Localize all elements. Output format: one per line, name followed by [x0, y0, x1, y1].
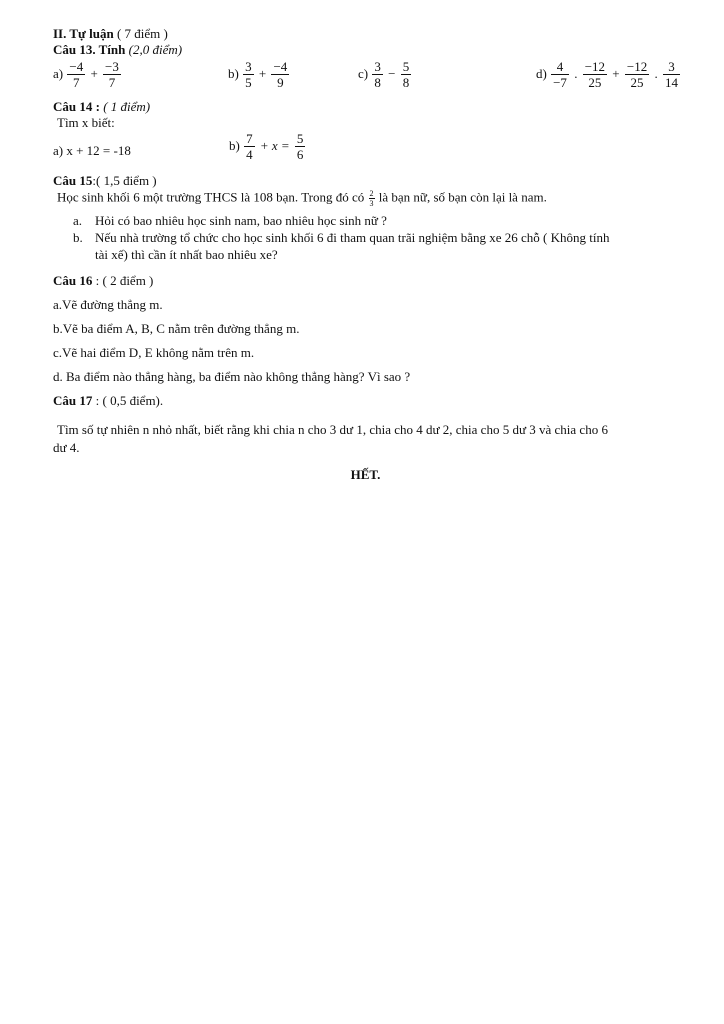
- q16-b: b.Vẽ ba điểm A, B, C nằm trên đường thẳng m.: [53, 321, 300, 337]
- fraction: $\frac{5}{8}$: [402, 58, 410, 90]
- q17-heading: [53, 389, 678, 413]
- q16-c: c.Vẽ hai điểm D, E không nằm trên m.: [53, 345, 255, 361]
- q15-points: :( 1,5 điểm ): [92, 173, 157, 188]
- q13-heading: [53, 42, 678, 58]
- q13-title: Câu 13. Tính: [53, 42, 126, 58]
- q13-b: b) $\frac{3}{5}$ + $\frac{-4}{9}$: [228, 58, 288, 90]
- q14-a: a) x + 12 = -18: [53, 143, 131, 158]
- q15-heading: [53, 173, 678, 189]
- fraction: $\frac{5}{6}$: [296, 131, 304, 162]
- q17-points: : ( 0,5 điểm).: [95, 393, 164, 409]
- q14-points: ( 1 điểm): [103, 98, 151, 114]
- q13-a: a) $\frac{-4}{7}$ + $\frac{-3}{7}$: [53, 58, 119, 90]
- list-item: a. Hỏi có bao nhiêu học sinh nam, bao nhiêu học sinh nữ ?: [73, 213, 387, 229]
- section-heading: [53, 26, 678, 42]
- q14-title: Câu 14 :: [53, 98, 100, 114]
- fraction: $\frac{3}{14}$: [664, 58, 678, 90]
- fraction: $\frac{-12}{25}$: [584, 58, 606, 90]
- fraction: $\frac{-4}{9}$: [273, 58, 288, 90]
- q13-d: d) $\frac{4}{-7}$ . $\frac{-12}{25}$ + $\frac{-12}{25}$ . $\frac{3}{14}$: [536, 58, 678, 90]
- q16-a: a.Vẽ đường thẳng m.: [53, 297, 163, 313]
- exam-page: [53, 26, 678, 484]
- q16-title: Câu 16: [53, 273, 93, 289]
- fraction: $\frac{3}{5}$: [245, 58, 252, 90]
- q17-text-line2: dư 4.: [53, 440, 80, 456]
- fraction: $\frac{4}{-7}$: [553, 58, 567, 90]
- q17-title: Câu 17: [53, 393, 93, 409]
- fraction: $\frac{2}{3}$: [369, 189, 374, 209]
- q14-b: b) $\frac{7}{4}$ + x = $\frac{5}{6}$: [229, 131, 304, 162]
- q16-heading: [53, 269, 678, 293]
- q16-points: : ( 2 điểm ): [95, 273, 154, 289]
- q14-expressions: [53, 131, 678, 173]
- fraction: $\frac{-12}{25}$: [626, 58, 648, 90]
- list-item: b. Nếu nhà trường tổ chức cho học sinh khối 6 đi tham quan trãi nghiệm bằng xe 26 chỗ ( Không tính tài xế) thì cần ít nhất bao nhiêu xe?: [73, 230, 610, 263]
- q13-points: (2,0 điểm): [128, 42, 183, 58]
- q16-d: d. Ba điểm nào thẳng hàng, ba điểm nào không thẳng hàng? Vì sao ?: [53, 369, 411, 385]
- q14-heading: [53, 99, 678, 115]
- q15-title: Câu 15: [53, 173, 93, 188]
- q15-subquestions: [53, 212, 678, 263]
- q13-expressions: [53, 59, 678, 99]
- q17-text-line1: Tìm số tự nhiên n nhỏ nhất, biết rằng khi chia n cho 3 dư 1, chia cho 4 dư 2, chia cho 5 dư 3 và chia cho 6: [57, 422, 608, 438]
- section-points: ( 7 điểm ): [116, 26, 168, 41]
- end-mark: HẾT.: [350, 467, 381, 483]
- q15-statement: Học sinh khối 6 một trường THCS là 108 bạn. Trong đó có $\frac{2}{3}$ là bạn nữ, số bạn còn lại là nam.: [57, 189, 547, 209]
- fraction: $\frac{3}{8}$: [374, 58, 381, 90]
- fraction: $\frac{-4}{7}$: [69, 58, 84, 90]
- fraction: $\frac{7}{4}$: [246, 131, 253, 162]
- q13-c: c) $\frac{3}{8}$ − $\frac{5}{8}$: [358, 58, 410, 90]
- q14-intro: Tìm x biết:: [57, 114, 115, 130]
- section-title: II. Tự luận: [53, 26, 114, 41]
- fraction: $\frac{-3}{7}$: [105, 58, 119, 90]
